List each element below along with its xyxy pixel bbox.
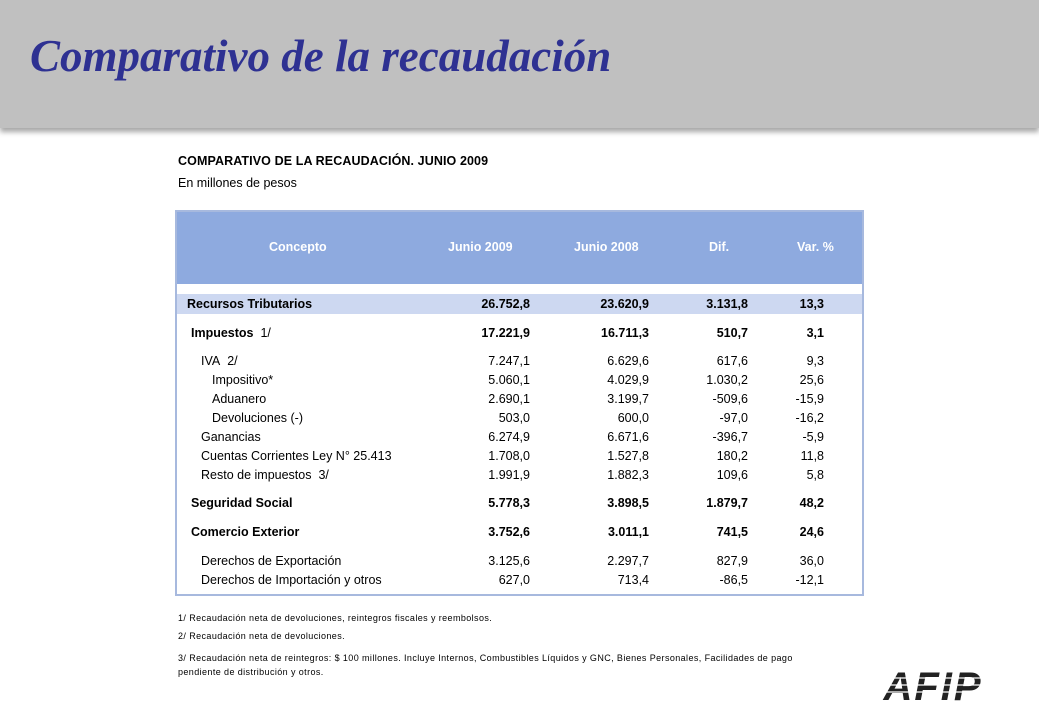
afip-logo <box>858 666 1008 706</box>
cell-var: -16,2 <box>795 411 824 425</box>
cell-dif: -86,5 <box>719 573 748 587</box>
table-row <box>177 525 862 543</box>
table-row <box>177 326 862 344</box>
footnote-3-continued: pendiente de distribución y otros. <box>178 667 324 677</box>
cell-var: 13,3 <box>799 297 824 311</box>
row-label: Recursos Tributarios <box>187 297 313 311</box>
footnote-1: 1/ Recaudación neta de devoluciones, reintegros fiscales y reembolsos. <box>178 613 493 623</box>
cell-junio-2008: 4.029,9 <box>607 373 649 387</box>
cell-dif: 180,2 <box>716 449 748 463</box>
cell-var: 3,1 <box>806 326 824 340</box>
cell-dif: 827,9 <box>716 554 748 568</box>
revenue-table <box>175 210 864 596</box>
row-note: 3/ <box>318 468 329 482</box>
slide-title: Comparativo de la recaudación <box>30 31 612 81</box>
afip-logo-text: AFIP <box>883 666 983 706</box>
cell-var: 9,3 <box>806 354 824 368</box>
row-label: Impuestos 1/ <box>191 326 271 340</box>
cell-junio-2009: 5.778,3 <box>488 496 530 510</box>
table-row <box>177 411 862 429</box>
cell-junio-2008: 3.011,1 <box>607 525 649 539</box>
row-label: Seguridad Social <box>191 496 293 510</box>
row-label: Resto de impuestos 3/ <box>201 468 329 482</box>
header-junio-2009: Junio 2009 <box>448 240 513 254</box>
cell-junio-2008: 600,0 <box>617 411 649 425</box>
cell-dif: 741,5 <box>716 525 748 539</box>
row-label: Derechos de Exportación <box>201 554 342 568</box>
header-concepto: Concepto <box>269 240 327 254</box>
table-row <box>177 392 862 410</box>
footnote-2: 2/ Recaudación neta de devoluciones. <box>178 631 346 641</box>
cell-junio-2008: 3.898,5 <box>607 496 649 510</box>
row-note: 1/ <box>260 326 271 340</box>
cell-junio-2008: 3.199,7 <box>607 392 649 406</box>
cell-dif: -97,0 <box>719 411 748 425</box>
cell-dif: 1.879,7 <box>706 496 748 510</box>
cell-var: 11,8 <box>800 449 824 463</box>
row-label: Ganancias <box>201 430 261 444</box>
cell-var: 25,6 <box>799 373 824 387</box>
header-junio-2008: Junio 2008 <box>574 240 639 254</box>
cell-junio-2009: 7.247,1 <box>488 354 530 368</box>
row-label: Comercio Exterior <box>191 525 300 539</box>
row-label: Derechos de Importación y otros <box>201 573 382 587</box>
cell-dif: 109,6 <box>716 468 748 482</box>
table-header <box>177 212 862 284</box>
cell-junio-2008: 6.671,6 <box>607 430 649 444</box>
cell-junio-2008: 1.882,3 <box>607 468 649 482</box>
cell-junio-2009: 3.125,6 <box>488 554 530 568</box>
table-row <box>177 449 862 467</box>
cell-dif: 1.030,2 <box>706 373 748 387</box>
cell-var: -15,9 <box>795 392 824 406</box>
table-row <box>177 496 862 514</box>
cell-dif: -509,6 <box>712 392 748 406</box>
cell-dif: 3.131,8 <box>706 297 748 311</box>
header-var: Var. % <box>797 240 834 254</box>
table-row <box>177 430 862 448</box>
cell-junio-2009: 1.708,0 <box>488 449 530 463</box>
cell-dif: -396,7 <box>712 430 748 444</box>
cell-var: 5,8 <box>806 468 824 482</box>
cell-junio-2008: 713,4 <box>617 573 649 587</box>
row-label: Cuentas Corrientes Ley N° 25.413 <box>201 449 392 463</box>
cell-junio-2008: 16.711,3 <box>601 326 649 340</box>
cell-junio-2008: 23.620,9 <box>600 297 649 311</box>
header-dif: Dif. <box>709 240 730 254</box>
table-row <box>177 573 862 591</box>
cell-junio-2009: 2.690,1 <box>488 392 530 406</box>
cell-junio-2009: 6.274,9 <box>488 430 530 444</box>
row-label: Aduanero <box>212 392 267 406</box>
cell-junio-2009: 503,0 <box>498 411 530 425</box>
row-label: IVA 2/ <box>201 354 238 368</box>
cell-dif: 510,7 <box>716 326 748 340</box>
table-row <box>177 354 862 372</box>
table-row <box>177 297 862 315</box>
cell-junio-2008: 1.527,8 <box>607 449 649 463</box>
table-row <box>177 373 862 391</box>
cell-var: 24,6 <box>799 525 824 539</box>
cell-var: -12,1 <box>795 573 824 587</box>
cell-junio-2009: 1.991,9 <box>488 468 530 482</box>
table-title: COMPARATIVO DE LA RECAUDACIÓN. JUNIO 2009 <box>178 154 489 168</box>
cell-junio-2009: 3.752,6 <box>488 525 530 539</box>
cell-junio-2008: 2.297,7 <box>607 554 649 568</box>
cell-dif: 617,6 <box>716 354 748 368</box>
cell-junio-2009: 627,0 <box>498 573 530 587</box>
table-subtitle: En millones de pesos <box>178 176 297 190</box>
row-label: Devoluciones (-) <box>212 411 304 425</box>
table-row <box>177 468 862 486</box>
cell-var: 36,0 <box>799 554 824 568</box>
cell-junio-2009: 5.060,1 <box>488 373 530 387</box>
cell-var: 48,2 <box>799 496 824 510</box>
table-row <box>177 554 862 572</box>
row-note: 2/ <box>227 354 238 368</box>
cell-var: -5,9 <box>802 430 824 444</box>
cell-junio-2009: 26.752,8 <box>481 297 530 311</box>
cell-junio-2008: 6.629,6 <box>607 354 649 368</box>
footnote-3: 3/ Recaudación neta de reintegros: $ 100 millones. Incluye Internos, Combustibles Líquidos y GNC, Bienes Personales, Facilidades de pago <box>178 653 793 663</box>
row-label: Impositivo* <box>212 373 274 387</box>
cell-junio-2009: 17.221,9 <box>481 326 530 340</box>
